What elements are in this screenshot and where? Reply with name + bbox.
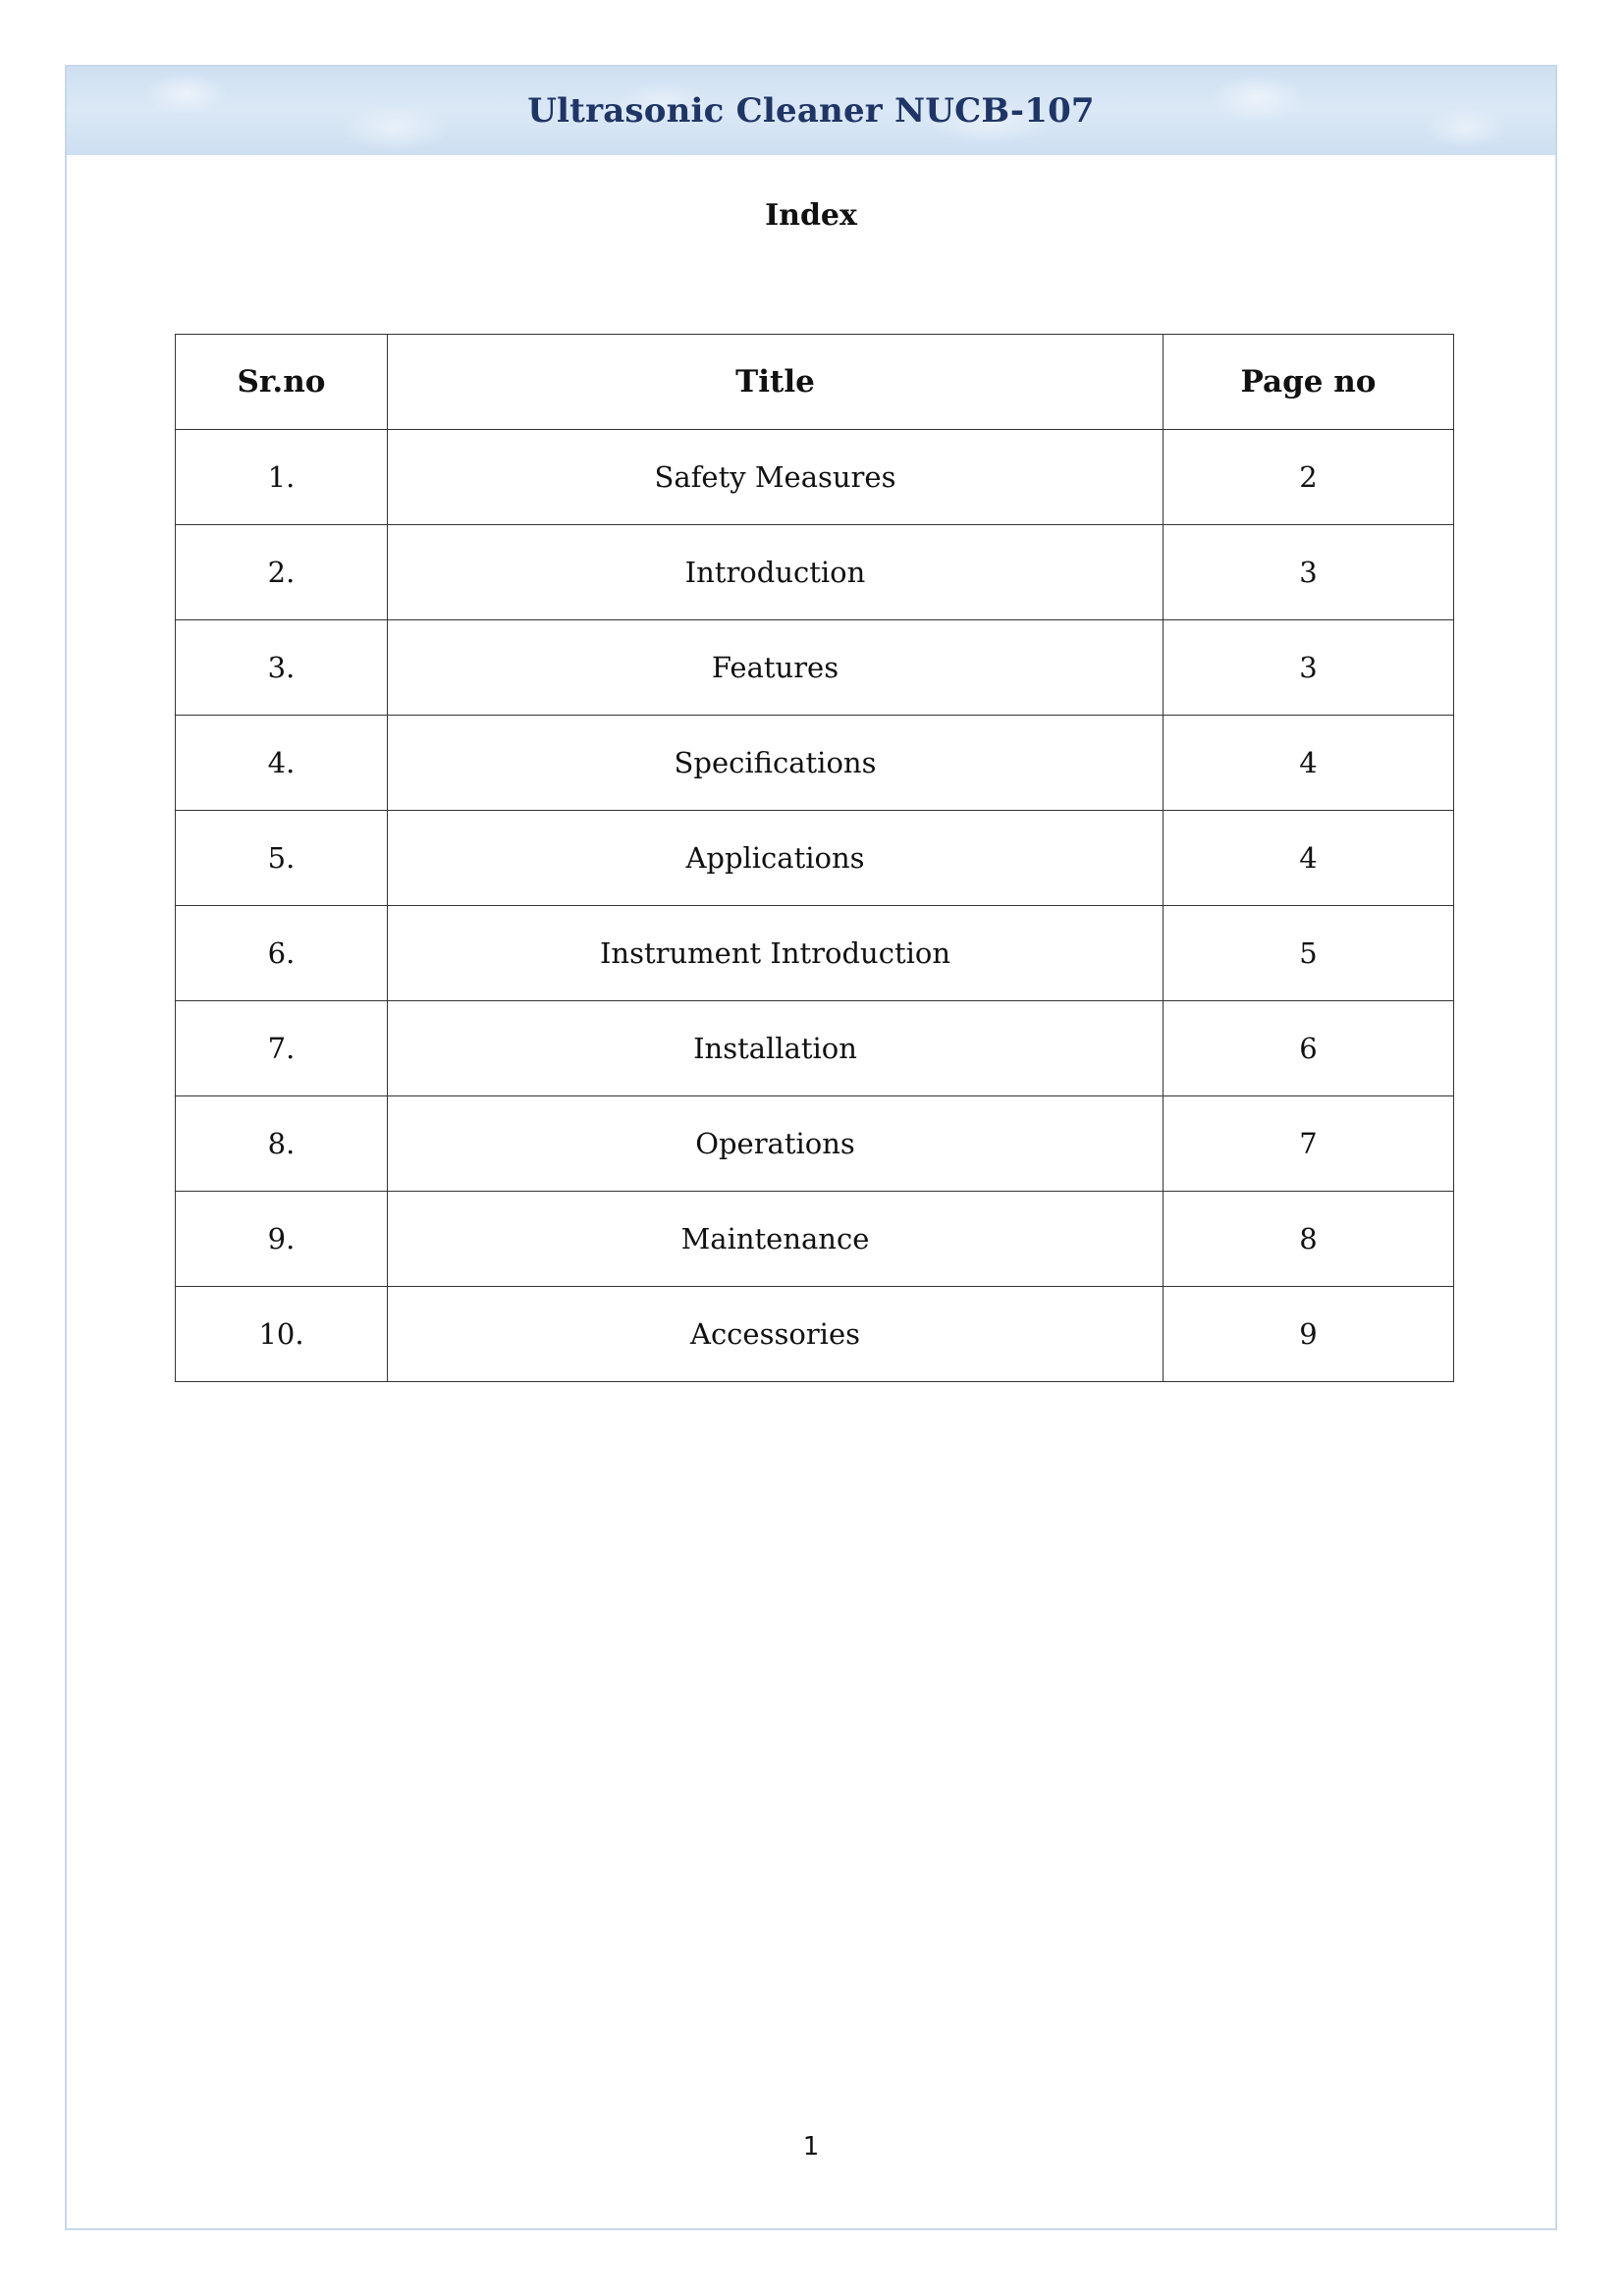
sr-no-cell: 5. [176,811,388,906]
table-row [176,1096,1454,1192]
title-cell: Maintenance [388,1192,1164,1287]
page-no-cell: 8 [1164,1192,1454,1287]
page-no-cell: 4 [1164,811,1454,906]
title-cell: Applications [388,811,1164,906]
title-cell: Accessories [388,1287,1164,1382]
page-no-cell: 3 [1164,525,1454,620]
column-header-sr-no: Sr.no [176,335,388,430]
sr-no-cell: 10. [176,1287,388,1382]
sr-no-cell: 6. [176,906,388,1001]
page-no-cell: 9 [1164,1287,1454,1382]
sr-no-cell: 4. [176,716,388,811]
table-row [176,430,1454,525]
sr-no-cell: 7. [176,1001,388,1096]
table-row [176,525,1454,620]
column-header-page-no: Page no [1164,335,1454,430]
page-no-cell: 6 [1164,1001,1454,1096]
table-row [176,620,1454,716]
sr-no-cell: 3. [176,620,388,716]
page-no-cell: 7 [1164,1096,1454,1192]
title-cell: Safety Measures [388,430,1164,525]
index-heading: Index [765,198,857,233]
sr-no-cell: 2. [176,525,388,620]
page-no-cell: 2 [1164,430,1454,525]
document-title: Ultrasonic Cleaner NUCB-107 [527,91,1095,131]
title-cell: Introduction [388,525,1164,620]
page-no-cell: 3 [1164,620,1454,716]
page-no-cell: 5 [1164,906,1454,1001]
page-frame [65,65,1557,2230]
sr-no-cell: 1. [176,430,388,525]
table-row [176,1001,1454,1096]
sr-no-cell: 8. [176,1096,388,1192]
index-table [175,334,1454,1382]
column-header-title: Title [388,335,1164,430]
table-row [176,1287,1454,1382]
page-no-cell: 4 [1164,716,1454,811]
header-band [67,67,1555,155]
title-cell: Operations [388,1096,1164,1192]
table-row [176,811,1454,906]
title-cell: Features [388,620,1164,716]
title-cell: Installation [388,1001,1164,1096]
title-cell: Instrument Introduction [388,906,1164,1001]
sr-no-cell: 9. [176,1192,388,1287]
page-number: 1 [802,2132,820,2162]
table-row [176,906,1454,1001]
title-cell: Specifications [388,716,1164,811]
table-row [176,716,1454,811]
table-header-row [176,335,1454,430]
table-row [176,1192,1454,1287]
